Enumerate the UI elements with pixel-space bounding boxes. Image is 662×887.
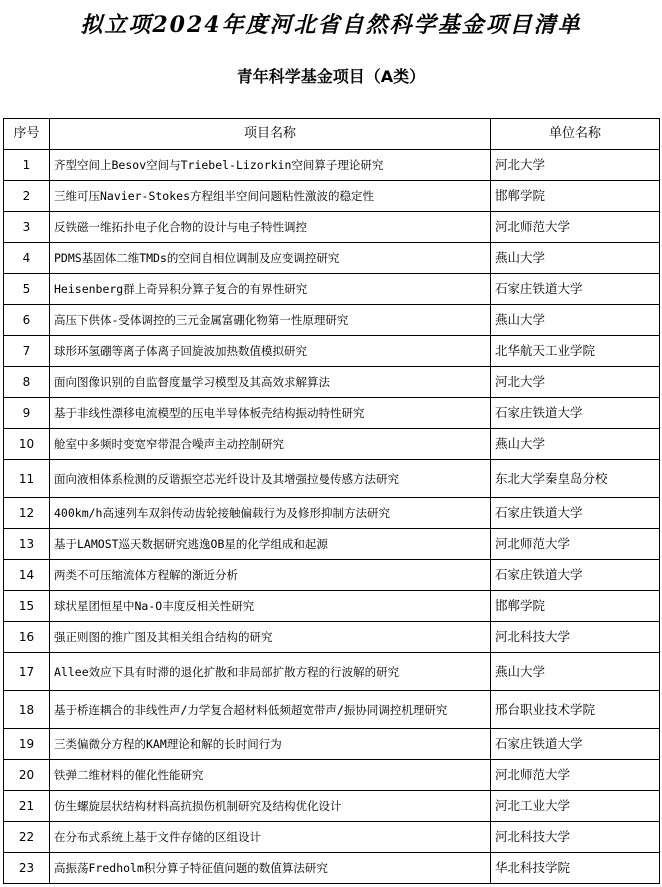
table-row (4, 529, 660, 560)
row-unit-name: 邯郸学院 (491, 181, 660, 212)
row-unit-name: 河北大学 (491, 367, 660, 398)
row-unit-name: 石家庄铁道大学 (491, 560, 660, 591)
row-unit-name: 邢台职业技术学院 (491, 691, 660, 729)
row-number: 15 (4, 591, 50, 622)
project-table (3, 118, 660, 884)
row-project-name: Allee效应下具有时滞的退化扩散和非局部扩散方程的行波解的研究 (50, 653, 491, 691)
table-row (4, 243, 660, 274)
row-unit-name: 北华航天工业学院 (491, 336, 660, 367)
row-number: 6 (4, 305, 50, 336)
row-unit-name: 石家庄铁道大学 (491, 498, 660, 529)
row-unit-name: 华北科技学院 (491, 853, 660, 884)
table-row (4, 622, 660, 653)
header-project-name: 项目名称 (50, 119, 491, 150)
row-unit-name: 河北师范大学 (491, 529, 660, 560)
table-row (4, 150, 660, 181)
table-row (4, 181, 660, 212)
row-project-name: 铁弹二维材料的催化性能研究 (50, 760, 491, 791)
row-project-name: 球状星团恒星中Na-O丰度反相关性研究 (50, 591, 491, 622)
header-unit-name: 单位名称 (491, 119, 660, 150)
row-number: 18 (4, 691, 50, 729)
table-row (4, 429, 660, 460)
row-number: 14 (4, 560, 50, 591)
row-unit-name: 河北科技大学 (491, 622, 660, 653)
header-no: 序号 (4, 119, 50, 150)
row-number: 7 (4, 336, 50, 367)
row-number: 21 (4, 791, 50, 822)
row-project-name: 两类不可压缩流体方程解的渐近分析 (50, 560, 491, 591)
row-project-name: 400km/h高速列车双斜传动齿轮接触偏载行为及修形抑制方法研究 (50, 498, 491, 529)
row-project-name: 仿生螺旋层状结构材料高抗损伤机制研究及结构优化设计 (50, 791, 491, 822)
table-row (4, 274, 660, 305)
row-number: 5 (4, 274, 50, 305)
row-project-name: 球形环氢硼等离子体离子回旋波加热数值模拟研究 (50, 336, 491, 367)
row-unit-name: 石家庄铁道大学 (491, 729, 660, 760)
row-number: 17 (4, 653, 50, 691)
row-unit-name: 燕山大学 (491, 243, 660, 274)
row-project-name: 舱室中多频时变宽窄带混合噪声主动控制研究 (50, 429, 491, 460)
row-number: 2 (4, 181, 50, 212)
row-unit-name: 燕山大学 (491, 653, 660, 691)
row-project-name: PDMS基固体二维TMDs的空间自相位调制及应变调控研究 (50, 243, 491, 274)
row-number: 1 (4, 150, 50, 181)
table-row (4, 729, 660, 760)
table-row (4, 791, 660, 822)
row-unit-name: 河北师范大学 (491, 212, 660, 243)
table-row (4, 653, 660, 691)
document-subtitle: 青年科学基金项目（A类） (236, 67, 426, 86)
row-project-name: Heisenberg群上奇异积分算子复合的有界性研究 (50, 274, 491, 305)
row-project-name: 在分布式系统上基于文件存储的区组设计 (50, 822, 491, 853)
row-project-name: 基于LAMOST巡天数据研究逃逸OB星的化学组成和起源 (50, 529, 491, 560)
table-row (4, 336, 660, 367)
row-number: 9 (4, 398, 50, 429)
row-project-name: 基于桥连耦合的非线性声/力学复合超材料低频超宽带声/振协同调控机理研究 (50, 691, 491, 729)
row-number: 20 (4, 760, 50, 791)
table-row (4, 760, 660, 791)
row-project-name: 面向图像识别的自监督度量学习模型及其高效求解算法 (50, 367, 491, 398)
table-row (4, 367, 660, 398)
row-project-name: 三维可压Navier-Stokes方程组半空间问题粘性激波的稳定性 (50, 181, 491, 212)
row-number: 8 (4, 367, 50, 398)
table-row (4, 691, 660, 729)
table-header-row (4, 119, 660, 150)
row-number: 3 (4, 212, 50, 243)
row-project-name: 强正则图的推广图及其相关组合结构的研究 (50, 622, 491, 653)
row-project-name: 面向液相体系检测的反谐振空芯光纤设计及其增强拉曼传感方法研究 (50, 460, 491, 498)
row-unit-name: 河北大学 (491, 150, 660, 181)
row-number: 23 (4, 853, 50, 884)
row-project-name: 反铁磁一维拓扑电子化合物的设计与电子特性调控 (50, 212, 491, 243)
row-number: 19 (4, 729, 50, 760)
table-row (4, 212, 660, 243)
row-unit-name: 燕山大学 (491, 429, 660, 460)
table-row (4, 853, 660, 884)
row-project-name: 高压下供体-受体调控的三元金属富硼化物第一性原理研究 (50, 305, 491, 336)
row-unit-name: 河北工业大学 (491, 791, 660, 822)
row-project-name: 高振荡Fredholm积分算子特征值问题的数值算法研究 (50, 853, 491, 884)
table-row (4, 398, 660, 429)
document-title: 拟立项2024年度河北省自然科学基金项目清单 (80, 12, 582, 38)
table-row (4, 591, 660, 622)
row-unit-name: 燕山大学 (491, 305, 660, 336)
row-number: 16 (4, 622, 50, 653)
row-number: 10 (4, 429, 50, 460)
table-row (4, 560, 660, 591)
row-project-name: 三类偏微分方程的KAM理论和解的长时间行为 (50, 729, 491, 760)
table-row (4, 498, 660, 529)
table-row (4, 822, 660, 853)
row-project-name: 齐型空间上Besov空间与Triebel-Lizorkin空间算子理论研究 (50, 150, 491, 181)
table-row (4, 460, 660, 498)
row-unit-name: 河北科技大学 (491, 822, 660, 853)
row-project-name: 基于非线性漂移电流模型的压电半导体板壳结构振动特性研究 (50, 398, 491, 429)
row-number: 4 (4, 243, 50, 274)
row-number: 12 (4, 498, 50, 529)
row-number: 11 (4, 460, 50, 498)
row-unit-name: 石家庄铁道大学 (491, 274, 660, 305)
row-number: 22 (4, 822, 50, 853)
row-number: 13 (4, 529, 50, 560)
row-unit-name: 石家庄铁道大学 (491, 398, 660, 429)
row-unit-name: 东北大学秦皇岛分校 (491, 460, 660, 498)
row-unit-name: 河北师范大学 (491, 760, 660, 791)
row-unit-name: 邯郸学院 (491, 591, 660, 622)
table-body (4, 150, 660, 884)
table-row (4, 305, 660, 336)
